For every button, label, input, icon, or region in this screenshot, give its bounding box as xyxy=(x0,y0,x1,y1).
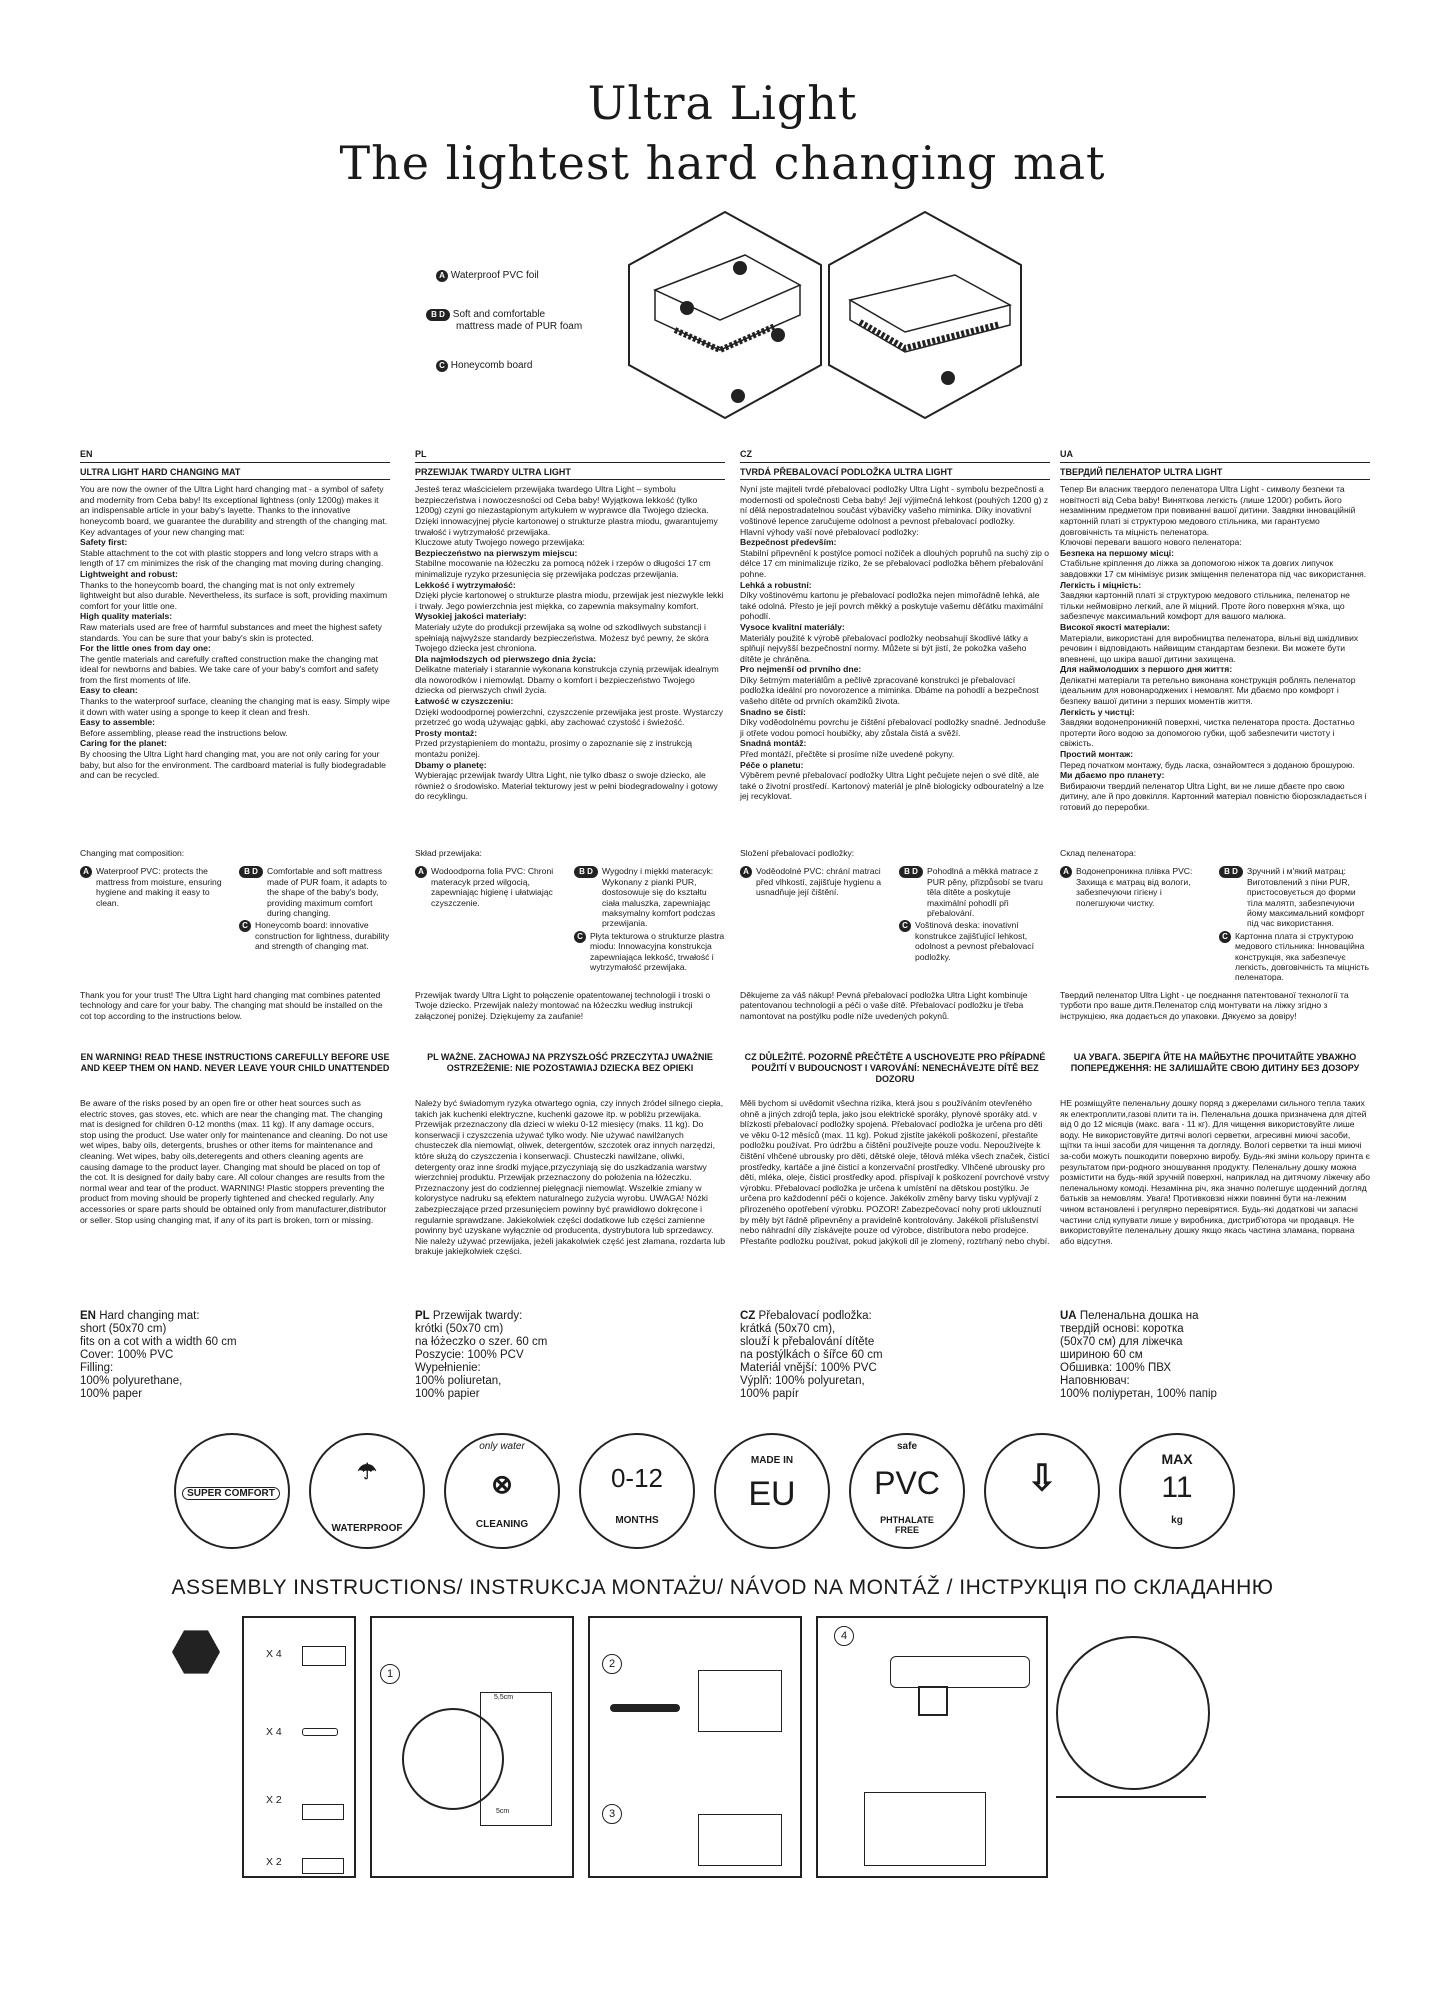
column-ua: UA ТВЕРДИЙ ПЕЛЕНАТОР ULTRA LIGHT Тепер Ви власник твердого пеленатора Ultra Light - символу безпеки та новітності від Ceba baby! Винятковa легкість (лише 1200г) робить його незамінним предметом при повиванні вашої дитини. Завдяки інноваційній картонній платі зі структурою медового стільника, ми гарантуємо довговічність та міцність пеленатора. Ключові переваги вашого нового пеленатора: Безпека на першому місці: Стабільне кріплення до ліжка за допомогою ніжок та довгих липучок завдовжки 17 см мінімізує ризик зміщення пеленатора під час використання. Легкість і міцність: Завдяки картонній платі зі структурою медового стільника, пеленатор не тільки неймовірно легкий, але й міцний. Проте його поверхня м'яка, що забезпечує максимальний комфорт для вашого малюка. Високої якості матеріали: Матеріали, використані для виробництва пеленатора, вільні від шкідливих речовин і відповідають найвищим стандартам безпеки. Ви можете бути впевнені, що шкіра вашої дитини захищена. Для наймолодших з першого дня життя: Делікатні матеріали та ретельно виконана конструкція роблять пеленатор ідеальним для новонароджених і немовлят. Ми дбаємо про комфорт і безпеку вашої дитини з перших моментів життя. Легкість у чистці: Завдяки водонепроникній поверхні, чистка пеленатора проста. Достатньо протерти його водою за допомогою губки, щоб забезпечити чистоту і свіжість. Простий монтаж: Перед початком монтажу, будь ласка, ознайомтеся з доданою брошурою. Ми дбаємо про планету: Вибираючи твердий пеленатор Ultra Light, ви не лише дбаєте про свою дитину, але й про довкілля. Картонний матеріал повністю біорозкладається і готовий до переробки. xyxy=(1060,449,1370,813)
months-icon: 0-12 MONTHS xyxy=(579,1433,695,1549)
step-4-panel: 4 xyxy=(816,1616,1048,1878)
warning-ua: НЕ розміщуйте пеленальну дошку поряд з джерелами сильного тепла таких як електроплити,газові плити та ін. Пеленальна дошка призначена для дітей від 0 до 12 місяців (макс. вага - 11 кг). Для чищення використовуйте лише воду. Не використовуйте дитячі вологі серветки, агресивні миючі засоби, щітки та інші засоби для чищення та догляду. Вологі серветки та інші миючі за-соби можуть пошкодити поверхню виробу. Будь-які зміни кольору принта є результатом при-родного зношування продукту. Пеленальну дошку можна розмістити на будь-якій зручній поверхні, наприклад на дитячому ліжечку або пеленальному комоді. Незамінна річ, яка значно полегшує щоденний догляд батьків за немовлям. Увага! Противковзкі ніжки повинні бути на-лежним чином встановлені і регулярно перевірятися. Будь-які додаткові чи запасні частини слід купувати лише у виробника, дистриб'ютора чи продавця. Не використовуйте пеленальну дошку якщо якась частина зламана, порвана або відсутня. xyxy=(1060,1098,1370,1246)
thanks-cz: Děkujeme za váš nákup! Pevná přebalovací podložka Ultra Light kombinuje patentovanou technologii a péči o vaše dítě. Přebalovací podložku je třeba namontovat na postýlku podle níže uvedených pokynů. xyxy=(740,990,1028,1021)
warning-en: Be aware of the risks posed by an open fire or other heat sources such as electric stoves, gas stoves, etc. which are near the changing mat. The changing mat is designed for children 0-12 months (max. 11 kg). If any damage occurs, stop using the product. Use water only for maintenance and cleaning. Do not use wet wipes, baby oils, detergents, brushes or other items for maintenance and cleaning. Wet wipes, baby oils,deteregents and others cleaning agents are causing damage to the product layer. Changing mat should be placed on top of the cot. It is designed for daily baby care. All colour changes are results from the normal wear and tear of the product. WARNING! Plastic stoppers preventing the product from moving should be properly tightened and checked regularly. Any accessories or spare parts should be obtained only from manufacturer,distributor or seller. Stop using changing mat, if any of its part is broken, torn or missing. xyxy=(80,1098,388,1225)
spec-cz: CZ Přebalovací podložka: krátká (50x70 cm), slouží k přebalování dítěte na postýlkách o šířce 60 cm Materiál vnější: 100% PVC Výplň: 100% polyuretan, 100% papír xyxy=(740,1310,883,1400)
assembly-title: ASSEMBLY INSTRUCTIONS/ INSTRUKCJA MONTAŻU/ NÁVOD NA MONTÁŽ / ІНСТРУКЦІЯ ПО СКЛАДАННЮ xyxy=(171,1576,1274,1599)
heading-cz: TVRDÁ PŘEBALOVACÍ PODLOŽKA ULTRA LIGHT xyxy=(740,463,1050,481)
warning-cz: Měli bychom si uvědomit všechna rizika, která jsou s používáním otevřeného ohně a jiných zdrojů tepla, jako jsou elektrické sporáky, plynové sporáky atd. v blízkosti přebalovací podložky spojená. Přebalovací podložka je určena pro děti ve věku 0-12 měsíců (max. 11 kg). Pokud zjistíte jakékoli poškození, přestaňte podložku používat. Pro údržbu a čištění používejte pouze vodu. Nepoužívejte k čištění vlhčené ubrousky pro děti, dětské oleje, tělová mléka všech značek, čisticí prostředky, kartáče a jiné čisticí a konzervační prostředky. Vlhčené ubrousky pro děti, mléka, oleje, čisticí prostředky apod. přispívají k poškození povrchové vrstvy výrobku. Přebalovací podložka je určena k umístění na dětskou postýlku. Je určena pro každodenní péči o kojence. Jakékoliv změny barvy tisku vyplývají z přirozeného opotřebení výrobku. POZOR! Zabezpečovací nohy proti uklouznutí by měly být řádně připevněny a pravidelně kontrolovány. Jakékoli příslušenství nebo náhradní díly získávejte pouze od výrobce, distributora nebo prodejce. Přestaňte podložku používat, pokud jakýkoli díl je zlomený, roztrhaný nebo chybí. xyxy=(740,1098,1050,1246)
step-2-3-panel: 2 3 xyxy=(588,1616,802,1878)
legend-a: A Waterproof PVC foil xyxy=(436,270,539,282)
legend-bd: B D Soft and comfortable mattress made of PUR foam xyxy=(426,309,582,333)
composition-en: Changing mat composition: A Waterproof PVC: protects the mattress from moisture, ensuring hygiene and making it easy to clean. B D Comfortable and soft mattress made of PUR foam, it adapts to the shape of the baby's body, providing maximum comfort during changing. C Honeycomb board: innovative construction for lightness, durability and strength of changing mat. xyxy=(80,848,390,952)
thanks-pl: Przewijak twardy Ultra Light to połączenie opatentowanej technologii i troski o Twoje dziecko. Przewijak należy montować na łóżeczku według instrukcji załączonej poniżej. Dziękujemy za zaufanie! xyxy=(415,990,711,1021)
lang-cz: CZ xyxy=(740,449,1050,463)
heading-en: ULTRA LIGHT HARD CHANGING MAT xyxy=(80,463,390,481)
step-1-panel: 1 5,5cm 5cm xyxy=(370,1616,574,1878)
waterproof-icon: ☂ WATERPROOF xyxy=(309,1433,425,1549)
cleaning-icon: only water ⊗ CLEANING xyxy=(444,1433,560,1549)
spec-pl: PL Przewijak twardy: krótki (50x70 cm) na łóżeczko o szer. 60 cm Poszycie: 100% PCV Wypełnienie: 100% poliuretan, 100% papier xyxy=(415,1310,548,1400)
spec-ua: UA Пеленальна дошка на твердій основі: коротка (50x70 см) для ліжечка шириною 60 см Обшивка: 100% ПВХ Наповнювач: 100% поліуретан, 100% папір xyxy=(1060,1310,1217,1400)
composition-ua: Склад пеленатора: A Водонепроникна плівка PVC: Захища є матрац від вологи, забезпечуючи гігієну і полегшуючи чистку. B D Зручний і м'який матрац: Виготовлений з піни PUR, пристосовується до форми тіла малятп, забезпечуючи йому максимальний комфорт під час використання. C Картонна плата зі структурою медового стільника: Інноваційна конструкція, яка забезпечує легкість, довговічність та міцність пеленатора. xyxy=(1060,848,1369,983)
title-line-1: Ultra Light xyxy=(587,76,858,130)
warning-heading-cz: CZ DŮLEŽITÉ. POZORNĚ PŘEČTĚTE A USCHOVEJTE PRO PŘÍPADNÉ POUŽITÍ V BUDOUCNOST I VAROVÁNÍ: NENECHÁVEJTE DÍTĚ BEZ DOZORU xyxy=(744,1052,1046,1084)
composition-pl: Skład przewijaka: A Wodoodporna folia PVC: Chroni materacyk przed wilgocią, zapewniając higienę i ułatwiając czyszczenie. B D Wygodny i miękki materacyk: Wykonany z pianki PUR, dostosowuje się do kształtu ciała maluszka, zapewniając maksymalny komfort podczas przewijania. C Płyta tekturowa o strukturze plastra miodu: Innowacyjna konstrukcja zapewniająca lekkość, trwałość i wytrzymałość przewijaka. xyxy=(415,848,725,973)
thanks-ua: Твердий пеленатор Ultra Light - це поєднання патентованої технології та турботи про ваше дитя.Пеленатор слід монтувати на ліжку згідно з інструкцією, яка додається до упаковки. Дякуємо за довіру! xyxy=(1060,990,1349,1021)
parts-panel: X 4 X 4 X 2 X 2 xyxy=(242,1616,356,1878)
column-cz: CZ TVRDÁ PŘEBALOVACÍ PODLOŽKA ULTRA LIGHT Nyní jste majiteli tvrdé přebalovací podložky Ultra Light - symbolu bezpečnosti a modernosti od společnosti Ceba baby! Její výjimečná lehkost (pouhých 1200 g) z ní dělá nepostradatelnou součást výbavičky vašeho miminka. Díky inovativní voštinové lepence zaručujeme odolnost a pevnost přebalovací podložky. Hlavní výhody vaší nové přebalovací podložky: Bezpečnost především: Stabilní připevnění k postýlce pomocí nožiček a dlouhých popruhů na suchý zip o délce 17 cm minimalizuje riziko, že se přebalovací podložka během přebalování pohne. Lehká a robustní: Díky voštinovému kartonu je přebalovací podložka nejen mimořádně lehká, ale také odolná. Přesto je její povrch měkký a poskytuje vašemu děťátku maximální pohodlí. Vysoce kvalitní materiály: Materiály použité k výrobě přebalovací podložky neobsahují škodlivé látky a splňují nejvyšší bezpečnostní normy. Můžete si být jistí, že pokožka vašeho dítěte je chráněna. Pro nejmenší od prvního dne: Díky šetrným materiálům a pečlivě zpracované konstrukci je přebalovací podložka ideální pro novorozence a miminka. Dbáme na pohodlí a bezpečnost vašeho dítěte od prvních okamžiků života. Snadno se čistí: Díky voděodolnému povrchu je čištění přebalovací podložky snadné. Jednoduše ji otřete vodou pomocí houbičky, aby zůstala čistá a svěží. Snadná montáž: Před montáží, přečtěte si prosíme níže uvedené pokyny. Péče o planetu: Výběrem pevné přebalovací podložky Ultra Light pečujete nejen o své dítě, ale také o životní prostředí. Kartonový materiál je plně biologicky odbouratelný a lze jej recyklovat. xyxy=(740,449,1050,802)
warning-heading-en: EN WARNING! READ THESE INSTRUCTIONS CAREFULLY BEFORE USE AND KEEP THEM ON HAND. NEVER LEAVE YOUR CHILD UNATTENDED xyxy=(80,1052,390,1073)
heading-ua: ТВЕРДИЙ ПЕЛЕНАТОР ULTRA LIGHT xyxy=(1060,463,1370,481)
heading-pl: PRZEWIJAK TWARDY ULTRA LIGHT xyxy=(415,463,725,481)
mat-layer-diagram xyxy=(625,210,1030,422)
super-comfort-icon: SUPER COMFORT xyxy=(174,1433,290,1549)
cot-icon: ⇩ xyxy=(984,1433,1100,1549)
spec-en: EN Hard changing mat: short (50x70 cm) fits on a cot with a width 60 cm Cover: 100% PVC Filling: 100% polyurethane, 100% paper xyxy=(80,1310,237,1400)
max-weight-icon: MAX 11 kg xyxy=(1119,1433,1235,1549)
composition-cz: Složení přebalovací podložky: A Voděodolné PVC: chrání matraci před vlhkostí, zajišťuje hygienu a usnadňuje její čištění. B D Pohodlná a měkká matrace z PUR pěny, přizpůsobí se tvaru těla dítěte a poskytuje maximální pohodlí při přebalování. C Voštinová deska: inovativní konstrukce zajišťující lehkost, odolnost a pevnost přebalovací podložky. xyxy=(740,848,1043,962)
column-pl: PL PRZEWIJAK TWARDY ULTRA LIGHT Jesteś teraz właścicielem przewijaka twardego Ultra Light – symbolu bezpieczeństwa i nowoczesności od Ceba baby! Wyjątkowa lekkość (tylko 1200g) czyni go niezastąpionym artykułem w wyprawce dla Twojego dziecka. Dzięki innowacyjnej płycie kartonowej o strukturze plastra miodu, gwarantujemy trwałość i wytrzymałość przewijaka. Kluczowe atuty Twojego nowego przewijaka: Bezpieczeństwo na pierwszym miejscu: Stabilne mocowanie na łóżeczku za pomocą nóżek i rzepów o długości 17 cm minimalizuje ryzyko przesunięcia się przewijaka podczas przewijania. Lekkość i wytrzymałość: Dzięki płycie kartonowej o strukturze plastra miodu, przewijak jest niezwykle lekki i trwały. Jego powierzchnia jest miękka, co zapewnia maksymalny komfort. Wysokiej jakości materiały: Materiały użyte do produkcji przewijaka są wolne od szkodliwych substancji i spełniają najwyższe standardy bezpieczeństwa. Możesz być pewny, że skóra Twojego dziecka jest chroniona. Dla najmłodszych od pierwszego dnia życia: Delikatne materiały i starannie wykonana konstrukcja czynią przewijak idealnym dla noworodków i niemowląt. Dbamy o komfort i bezpieczeństwo Twojego dziecka od pierwszych chwil życia. Łatwość w czyszczeniu: Dzięki wodoodpornej powierzchni, czyszczenie przewijaka jest proste. Wystarczy przetrzeć go wodą używając gąbki, aby zachować czystość i świeżość. Prosty montaż: Przed przystąpieniem do montażu, prosimy o zapoznanie się z instrukcją montażu poniżej. Dbamy o planetę: Wybierając przewijak twardy Ultra Light, nie tylko dbasz o swoje dziecko, ale również o środowisko. Materiał tekturowy jest w pełni biodegradowalny i gotowy do recyklingu. xyxy=(415,449,724,802)
lang-pl: PL xyxy=(415,449,725,463)
camera-icon xyxy=(172,1628,220,1676)
made-in-eu-icon: MADE IN EU xyxy=(714,1433,830,1549)
thanks-en: Thank you for your trust! The Ultra Light hard changing mat combines patented technology and care for your baby. The changing mat should be installed on the cot top according to the instructions below. xyxy=(80,990,383,1021)
step-4-detail xyxy=(1046,1616,1276,1874)
lang-ua: UA xyxy=(1060,449,1370,463)
title-line-2: The lightest hard changing mat xyxy=(339,136,1106,190)
warning-heading-pl: PL WAŻNE. ZACHOWAJ NA PRZYSZŁOŚĆ PRZECZYTAJ UWAŻNIE OSTRZEŻENIE: NIE POZOSTAWIAJ DZIECKA BEZ OPIEKI xyxy=(427,1052,713,1073)
legend-c: C Honeycomb board xyxy=(436,360,533,372)
warning-pl: Należy być świadomym ryzyka otwartego ognia, czy innych źródeł silnego ciepła, takich jak kuchenki elektryczne, kuchenki gazowe itp. w pobliżu przewijaka. Przewijak przeznaczony dla dzieci w wieku 0-12 miesięcy (maks. 11 kg). Do konserwacji i czyszczenia używać tylko wody. Nie używać nawilżanych chusteczek dla niemowląt, oliwek, detergentów, szczotek oraz innych narzędzi, które służą do czyszczenia i konserwacji. Chusteczki nawilżane, oliwki, detergenty oraz inne środki myjące,przyczyniają się do uszkadzania warstwy wierzchniej produktu. Przewijak przeznaczony do położenia na łóżeczku. Przeznaczony jest do codziennej pielęgnacji niemowląt. Wszelkie zmiany w kolorystyce nadruku są efektem naturalnego zużycia wyrobu. UWAGA! Nóżki zabezpieczające przed przesunięciem powinny być prawidłowo dokręcone i regularnie sprawdzane. Jakiekolwiek części dodatkowe lub części zamienne powinny być uzyskane wyłącznie od producenta, dystrybutora lub sprzedawcy. Nie należy używać przewijaka, jeżeli jakakolwiek część jest złamana, rozdarta lub brakuje jakiejkolwiek części. xyxy=(415,1098,725,1257)
column-en: EN ULTRA LIGHT HARD CHANGING MAT You are now the owner of the Ultra Light hard changing mat - a symbol of safety and modernity from Ceba baby! Its exceptional lightness (only 1200g) makes it an indispensable article in your baby's layette. Thanks to the innovative honeycomb board, we guarantee the durability and strength of the changing mat. Key advantages of your new changing mat: Safety first: Stable attachment to the cot with plastic stoppers and long velcro straps with a length of 17 cm minimizes the risk of the changing mat moving during changing. Lightweight and robust: Thanks to the honeycomb board, the changing mat is not only extremely lightweight but also durable. Nevertheless, its surface is soft, providing maximum comfort for your little one. High quality materials: Raw materials used are free of harmful substances and meet the highest safety standards. You can be sure that your baby's skin is protected. For the little ones from day one: The gentle materials and carefully crafted construction make the changing mat ideal for newborns and babies. We take care of your baby's comfort and safety from the first moments of life. Easy to clean: Thanks to the waterproof surface, cleaning the changing mat is easy. Simply wipe it down with water using a sponge to keep it clean and fresh. Easy to assemble: Before assembling, please read the instructions below. Caring for the planet: By choosing the Ultra Light hard changing mat, you are not only caring for your baby, but also for the environment. The cardboard material is fully biodegradable and can be recycled. xyxy=(80,449,390,781)
warning-heading-ua: UA УВАГА. ЗБЕРІГА ЙТЕ НА МАЙБУТНЄ ПРОЧИТАЙТЕ УВАЖНО ПОПЕРЕДЖЕННЯ: НЕ ЗАЛИШАЙТЕ СВОЮ ДИТИНУ БЕЗ ДОЗОРУ xyxy=(1070,1052,1360,1073)
lang-en: EN xyxy=(80,449,390,463)
pvc-icon: safe PVC PHTHALATE FREE xyxy=(849,1433,965,1549)
